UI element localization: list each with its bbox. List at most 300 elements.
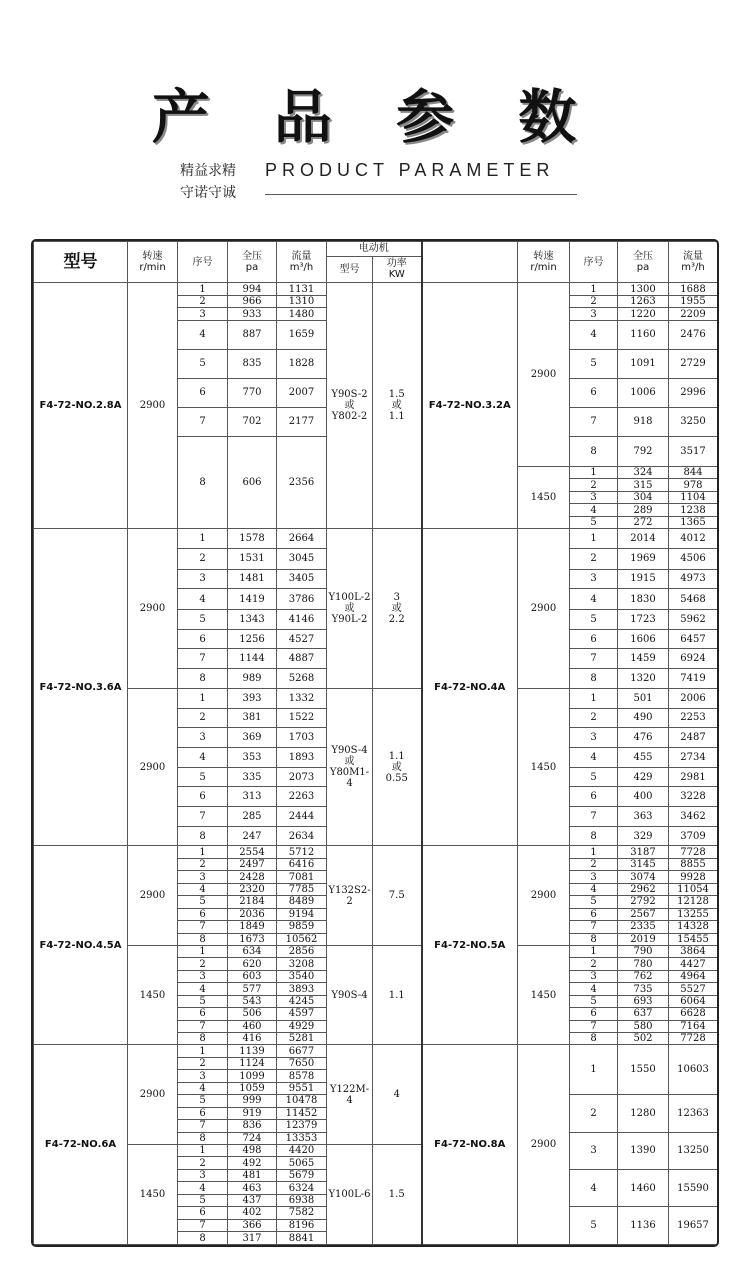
pressure-cell-right: 502: [618, 1033, 669, 1045]
header-flow-right: 流量 m³/h: [669, 242, 718, 283]
pressure-cell: 2497: [228, 858, 277, 870]
flow-cell-right: 4506: [669, 548, 718, 569]
pressure-cell: 463: [228, 1182, 277, 1194]
flow-cell: 5712: [277, 846, 327, 858]
flow-cell: 1659: [277, 320, 327, 349]
flow-cell: 7081: [277, 871, 327, 883]
pressure-cell: 335: [228, 767, 277, 787]
seq-cell: 6: [178, 1107, 228, 1119]
seq-cell-right: 5: [570, 896, 618, 908]
seq-cell: 1: [178, 529, 228, 549]
seq-cell: 8: [178, 436, 228, 528]
seq-cell-right: 2: [570, 708, 618, 728]
pressure-cell: 2036: [228, 908, 277, 920]
pressure-cell-right: 476: [618, 728, 669, 748]
seq-cell: 3: [178, 308, 228, 320]
model-name-right: F4-72-NO.4A: [422, 529, 518, 846]
pressure-cell: 1481: [228, 569, 277, 589]
flow-cell-right: 1104: [669, 491, 718, 503]
flow-cell-right: 3228: [669, 787, 718, 807]
flow-cell: 2634: [277, 826, 327, 846]
pressure-cell: 437: [228, 1194, 277, 1206]
flow-cell-right: 3250: [669, 407, 718, 436]
model-name-right: F4-72-NO.3.2A: [422, 283, 518, 529]
flow-cell: 1480: [277, 308, 327, 320]
seq-cell-right: 3: [570, 970, 618, 982]
pressure-cell-right: 1006: [618, 378, 669, 407]
pressure-cell-right: 1220: [618, 308, 669, 320]
flow-cell: 13353: [277, 1132, 327, 1144]
motor-model-cell: Y90S-2 或 Y802-2: [327, 283, 373, 529]
flow-cell: 4597: [277, 1008, 327, 1020]
flow-cell-right: 7728: [669, 1033, 718, 1045]
pressure-cell: 506: [228, 1008, 277, 1020]
seq-cell: 1: [178, 283, 228, 295]
seq-cell: 5: [178, 349, 228, 378]
pressure-cell-right: 792: [618, 436, 669, 466]
seq-cell: 4: [178, 1082, 228, 1094]
flow-cell: 9551: [277, 1082, 327, 1094]
pressure-cell: 1578: [228, 529, 277, 549]
pressure-cell: 724: [228, 1132, 277, 1144]
flow-cell-right: 978: [669, 479, 718, 491]
seq-cell-right: 1: [570, 1045, 618, 1095]
pressure-cell: 460: [228, 1020, 277, 1032]
seq-cell: 5: [178, 1194, 228, 1206]
pressure-cell: 1419: [228, 589, 277, 610]
seq-cell-right: 1: [570, 945, 618, 957]
pressure-cell: 1673: [228, 933, 277, 945]
flow-cell: 8841: [277, 1232, 327, 1245]
motor-power-cell: 7.5: [373, 846, 422, 946]
slogan-line-2: 守诺守诚: [180, 185, 236, 201]
parameter-table-body: [34, 242, 718, 1245]
flow-cell-right: 15590: [669, 1169, 718, 1206]
page-title: 产 品 参 数: [151, 83, 599, 151]
speed-value: 2900: [128, 529, 178, 689]
flow-cell: 3208: [277, 958, 327, 970]
pressure-cell-right: 1915: [618, 569, 669, 589]
seq-cell: 2: [178, 1157, 228, 1169]
flow-cell: 3045: [277, 548, 327, 569]
flow-cell: 10478: [277, 1095, 327, 1107]
header-speed: 转速 r/min: [128, 242, 178, 283]
speed-value: 2900: [128, 688, 178, 846]
table-row: [34, 529, 718, 549]
flow-cell-right: 9928: [669, 871, 718, 883]
flow-cell: 2073: [277, 767, 327, 787]
pressure-cell-right: 3074: [618, 871, 669, 883]
flow-cell-right: 5468: [669, 589, 718, 610]
pressure-cell-right: 790: [618, 945, 669, 957]
seq-cell-right: 3: [570, 871, 618, 883]
pressure-cell: 2184: [228, 896, 277, 908]
pressure-cell: 1099: [228, 1070, 277, 1082]
pressure-cell-right: 2567: [618, 908, 669, 920]
header-pressure-right: 全压 pa: [618, 242, 669, 283]
seq-cell: 6: [178, 787, 228, 807]
seq-cell-right: 6: [570, 1008, 618, 1020]
flow-cell: 2007: [277, 378, 327, 407]
pressure-cell-right: 1390: [618, 1132, 669, 1169]
pressure-cell: 1531: [228, 548, 277, 569]
pressure-cell: 402: [228, 1207, 277, 1219]
flow-cell-right: 4973: [669, 569, 718, 589]
speed-value-right: 1450: [518, 945, 570, 1045]
motor-power-cell: 1.5: [373, 1144, 422, 1244]
seq-cell-right: 5: [570, 610, 618, 630]
pressure-cell-right: 2014: [618, 529, 669, 549]
flow-cell: 1310: [277, 295, 327, 307]
flow-cell-right: 2476: [669, 320, 718, 349]
flow-cell: 2664: [277, 529, 327, 549]
flow-cell-right: 13255: [669, 908, 718, 920]
motor-model-cell: Y100L-2 或 Y90L-2: [327, 529, 373, 689]
header-motor-model: 型号: [327, 256, 373, 283]
seq-cell: 2: [178, 295, 228, 307]
flow-cell-right: 2981: [669, 767, 718, 787]
model-name: F4-72-NO.4.5A: [34, 846, 128, 1045]
model-name: F4-72-NO.2.8A: [34, 283, 128, 529]
pressure-cell-right: 1550: [618, 1045, 669, 1095]
seq-cell: 8: [178, 826, 228, 846]
pressure-cell-right: 1460: [618, 1169, 669, 1206]
seq-cell: 7: [178, 1020, 228, 1032]
flow-cell: 1828: [277, 349, 327, 378]
flow-cell-right: 7164: [669, 1020, 718, 1032]
pressure-cell: 620: [228, 958, 277, 970]
pressure-cell: 966: [228, 295, 277, 307]
seq-cell-right: 3: [570, 728, 618, 748]
pressure-cell: 381: [228, 708, 277, 728]
pressure-cell-right: 918: [618, 407, 669, 436]
pressure-cell: 1139: [228, 1045, 277, 1057]
flow-cell: 6938: [277, 1194, 327, 1206]
seq-cell: 1: [178, 846, 228, 858]
seq-cell: 7: [178, 807, 228, 827]
flow-cell-right: 3517: [669, 436, 718, 466]
flow-cell-right: 11054: [669, 883, 718, 895]
seq-cell-right: 6: [570, 908, 618, 920]
flow-cell-right: 3462: [669, 807, 718, 827]
pressure-cell: 492: [228, 1157, 277, 1169]
seq-cell-right: 4: [570, 589, 618, 610]
flow-cell-right: 12128: [669, 896, 718, 908]
flow-cell: 4887: [277, 649, 327, 669]
flow-cell-right: 19657: [669, 1207, 718, 1245]
pressure-cell-right: 1830: [618, 589, 669, 610]
seq-cell: 5: [178, 1095, 228, 1107]
pressure-cell: 317: [228, 1232, 277, 1245]
flow-cell-right: 6457: [669, 629, 718, 649]
seq-cell: 4: [178, 747, 228, 767]
seq-cell: 3: [178, 1169, 228, 1181]
header-flow: 流量 m³/h: [277, 242, 327, 283]
flow-cell: 3786: [277, 589, 327, 610]
flow-cell: 3893: [277, 983, 327, 995]
pressure-cell-right: 2019: [618, 933, 669, 945]
seq-cell: 6: [178, 629, 228, 649]
flow-cell-right: 6064: [669, 995, 718, 1007]
flow-cell: 4527: [277, 629, 327, 649]
seq-cell: 2: [178, 958, 228, 970]
seq-cell: 3: [178, 569, 228, 589]
pressure-cell-right: 1160: [618, 320, 669, 349]
seq-cell: 4: [178, 589, 228, 610]
flow-cell-right: 15455: [669, 933, 718, 945]
seq-cell: 7: [178, 649, 228, 669]
flow-cell-right: 844: [669, 466, 718, 478]
seq-cell: 7: [178, 407, 228, 436]
seq-cell: 5: [178, 610, 228, 630]
flow-cell-right: 7419: [669, 669, 718, 689]
speed-value-right: 2900: [518, 529, 570, 689]
speed-value: 2900: [128, 1045, 178, 1145]
speed-value: 1450: [128, 1144, 178, 1244]
seq-cell-right: 8: [570, 436, 618, 466]
flow-cell: 1703: [277, 728, 327, 748]
pressure-cell: 919: [228, 1107, 277, 1119]
table-row: [34, 1045, 718, 1057]
seq-cell-right: 4: [570, 983, 618, 995]
slogan: [180, 160, 236, 204]
flow-cell: 4929: [277, 1020, 327, 1032]
flow-cell: 8196: [277, 1219, 327, 1231]
flow-cell: 11452: [277, 1107, 327, 1119]
seq-cell-right: 2: [570, 479, 618, 491]
seq-cell-right: 2: [570, 295, 618, 307]
pressure-cell-right: 2792: [618, 896, 669, 908]
pressure-cell: 2320: [228, 883, 277, 895]
pressure-cell-right: 2962: [618, 883, 669, 895]
seq-cell: 8: [178, 933, 228, 945]
pressure-cell-right: 2335: [618, 921, 669, 933]
speed-value-right: 1450: [518, 688, 570, 846]
header-seq-right: 序号: [570, 242, 618, 283]
flow-cell: 3405: [277, 569, 327, 589]
flow-cell-right: 7728: [669, 846, 718, 858]
flow-cell-right: 2006: [669, 688, 718, 708]
flow-cell: 2356: [277, 436, 327, 528]
pressure-cell-right: 1300: [618, 283, 669, 295]
seq-cell: 6: [178, 1207, 228, 1219]
pressure-cell: 416: [228, 1033, 277, 1045]
header-right-blank: [422, 242, 518, 283]
pressure-cell-right: 580: [618, 1020, 669, 1032]
seq-cell-right: 6: [570, 378, 618, 407]
pressure-cell-right: 429: [618, 767, 669, 787]
flow-cell-right: 14328: [669, 921, 718, 933]
pressure-cell: 498: [228, 1144, 277, 1156]
pressure-cell-right: 1459: [618, 649, 669, 669]
pressure-cell: 634: [228, 945, 277, 957]
pressure-cell-right: 3187: [618, 846, 669, 858]
pressure-cell: 1124: [228, 1057, 277, 1069]
pressure-cell-right: 289: [618, 504, 669, 516]
seq-cell-right: 1: [570, 688, 618, 708]
speed-value-right: 1450: [518, 466, 570, 528]
speed-value: 1450: [128, 945, 178, 1045]
seq-cell: 4: [178, 320, 228, 349]
pressure-cell-right: 490: [618, 708, 669, 728]
slogan-line-1: 精益求精: [180, 163, 236, 179]
pressure-cell: 770: [228, 378, 277, 407]
seq-cell-right: 3: [570, 491, 618, 503]
seq-cell-right: 1: [570, 283, 618, 295]
seq-cell-right: 2: [570, 1095, 618, 1132]
subtitle-underline: [265, 194, 577, 195]
flow-cell-right: 1688: [669, 283, 718, 295]
pressure-cell: 481: [228, 1169, 277, 1181]
flow-cell: 1893: [277, 747, 327, 767]
pressure-cell: 1849: [228, 921, 277, 933]
pressure-cell-right: 1969: [618, 548, 669, 569]
flow-cell-right: 2729: [669, 349, 718, 378]
seq-cell-right: 8: [570, 933, 618, 945]
pressure-cell: 702: [228, 407, 277, 436]
header-motor: 电动机: [327, 242, 422, 257]
seq-cell: 8: [178, 1033, 228, 1045]
flow-cell-right: 5962: [669, 610, 718, 630]
pressure-cell: 577: [228, 983, 277, 995]
english-subtitle: PRODUCT PARAMETER: [265, 160, 555, 180]
seq-cell: 6: [178, 908, 228, 920]
motor-power-cell: 4: [373, 1045, 422, 1145]
speed-value-right: 2900: [518, 1045, 570, 1245]
seq-cell-right: 3: [570, 569, 618, 589]
flow-cell-right: 6628: [669, 1008, 718, 1020]
flow-cell-right: 4012: [669, 529, 718, 549]
seq-cell-right: 3: [570, 308, 618, 320]
pressure-cell-right: 1136: [618, 1207, 669, 1245]
header-seq: 序号: [178, 242, 228, 283]
seq-cell-right: 5: [570, 767, 618, 787]
flow-cell: 2444: [277, 807, 327, 827]
seq-cell: 5: [178, 995, 228, 1007]
seq-cell-right: 7: [570, 807, 618, 827]
seq-cell: 1: [178, 1045, 228, 1057]
pressure-cell-right: 315: [618, 479, 669, 491]
pressure-cell-right: 762: [618, 970, 669, 982]
pressure-cell: 836: [228, 1120, 277, 1132]
flow-cell-right: 1955: [669, 295, 718, 307]
seq-cell-right: 3: [570, 1132, 618, 1169]
motor-model-cell: Y100L-6: [327, 1144, 373, 1244]
seq-cell-right: 8: [570, 826, 618, 846]
pressure-cell-right: 363: [618, 807, 669, 827]
pressure-cell-right: 735: [618, 983, 669, 995]
pressure-cell: 1059: [228, 1082, 277, 1094]
flow-cell: 3540: [277, 970, 327, 982]
table-row: [34, 846, 718, 858]
flow-cell-right: 4964: [669, 970, 718, 982]
pressure-cell: 369: [228, 728, 277, 748]
pressure-cell-right: 455: [618, 747, 669, 767]
seq-cell: 3: [178, 1070, 228, 1082]
table-row: [34, 945, 718, 957]
pressure-cell-right: 3145: [618, 858, 669, 870]
header-motor-power: 功率 KW: [373, 256, 422, 283]
pressure-cell: 543: [228, 995, 277, 1007]
flow-cell: 5679: [277, 1169, 327, 1181]
flow-cell: 4245: [277, 995, 327, 1007]
flow-cell: 4420: [277, 1144, 327, 1156]
flow-cell: 7785: [277, 883, 327, 895]
flow-cell: 8489: [277, 896, 327, 908]
seq-cell-right: 7: [570, 921, 618, 933]
flow-cell: 8578: [277, 1070, 327, 1082]
seq-cell: 3: [178, 970, 228, 982]
flow-cell-right: 10603: [669, 1045, 718, 1095]
pressure-cell-right: 329: [618, 826, 669, 846]
pressure-cell: 606: [228, 436, 277, 528]
header-model: 型号: [34, 242, 128, 283]
pressure-cell: 313: [228, 787, 277, 807]
pressure-cell: 603: [228, 970, 277, 982]
header-pressure: 全压 pa: [228, 242, 277, 283]
model-name-right: F4-72-NO.5A: [422, 846, 518, 1045]
pressure-cell: 835: [228, 349, 277, 378]
seq-cell: 2: [178, 1057, 228, 1069]
pressure-cell: 994: [228, 283, 277, 295]
flow-cell: 2263: [277, 787, 327, 807]
seq-cell: 8: [178, 1132, 228, 1144]
seq-cell: 4: [178, 883, 228, 895]
seq-cell-right: 8: [570, 1033, 618, 1045]
pressure-cell-right: 304: [618, 491, 669, 503]
flow-cell: 10562: [277, 933, 327, 945]
seq-cell-right: 5: [570, 516, 618, 528]
pressure-cell-right: 1320: [618, 669, 669, 689]
seq-cell: 3: [178, 871, 228, 883]
pressure-cell: 285: [228, 807, 277, 827]
seq-cell: 5: [178, 767, 228, 787]
flow-cell-right: 8855: [669, 858, 718, 870]
parameter-table-frame: [31, 239, 719, 1247]
pressure-cell: 1144: [228, 649, 277, 669]
seq-cell-right: 1: [570, 466, 618, 478]
flow-cell-right: 3709: [669, 826, 718, 846]
speed-value: 2900: [128, 283, 178, 529]
pressure-cell: 999: [228, 1095, 277, 1107]
flow-cell-right: 1238: [669, 504, 718, 516]
motor-model-cell: Y90S-4 或 Y80M1-4: [327, 688, 373, 846]
pressure-cell: 2428: [228, 871, 277, 883]
pressure-cell-right: 272: [618, 516, 669, 528]
seq-cell: 3: [178, 728, 228, 748]
seq-cell-right: 6: [570, 629, 618, 649]
flow-cell: 12379: [277, 1120, 327, 1132]
pressure-cell-right: 693: [618, 995, 669, 1007]
flow-cell-right: 6924: [669, 649, 718, 669]
pressure-cell: 887: [228, 320, 277, 349]
pressure-cell-right: 1606: [618, 629, 669, 649]
pressure-cell: 247: [228, 826, 277, 846]
seq-cell: 1: [178, 1144, 228, 1156]
seq-cell-right: 4: [570, 883, 618, 895]
speed-value-right: 2900: [518, 846, 570, 946]
seq-cell-right: 4: [570, 504, 618, 516]
parameter-table: [33, 241, 718, 1245]
seq-cell-right: 1: [570, 529, 618, 549]
flow-cell: 7650: [277, 1057, 327, 1069]
pressure-cell: 366: [228, 1219, 277, 1231]
motor-power-cell: 3 或 2.2: [373, 529, 422, 689]
motor-model-cell: Y90S-4: [327, 945, 373, 1045]
motor-model-cell: Y132S2- 2: [327, 846, 373, 946]
seq-cell: 2: [178, 708, 228, 728]
seq-cell-right: 2: [570, 858, 618, 870]
